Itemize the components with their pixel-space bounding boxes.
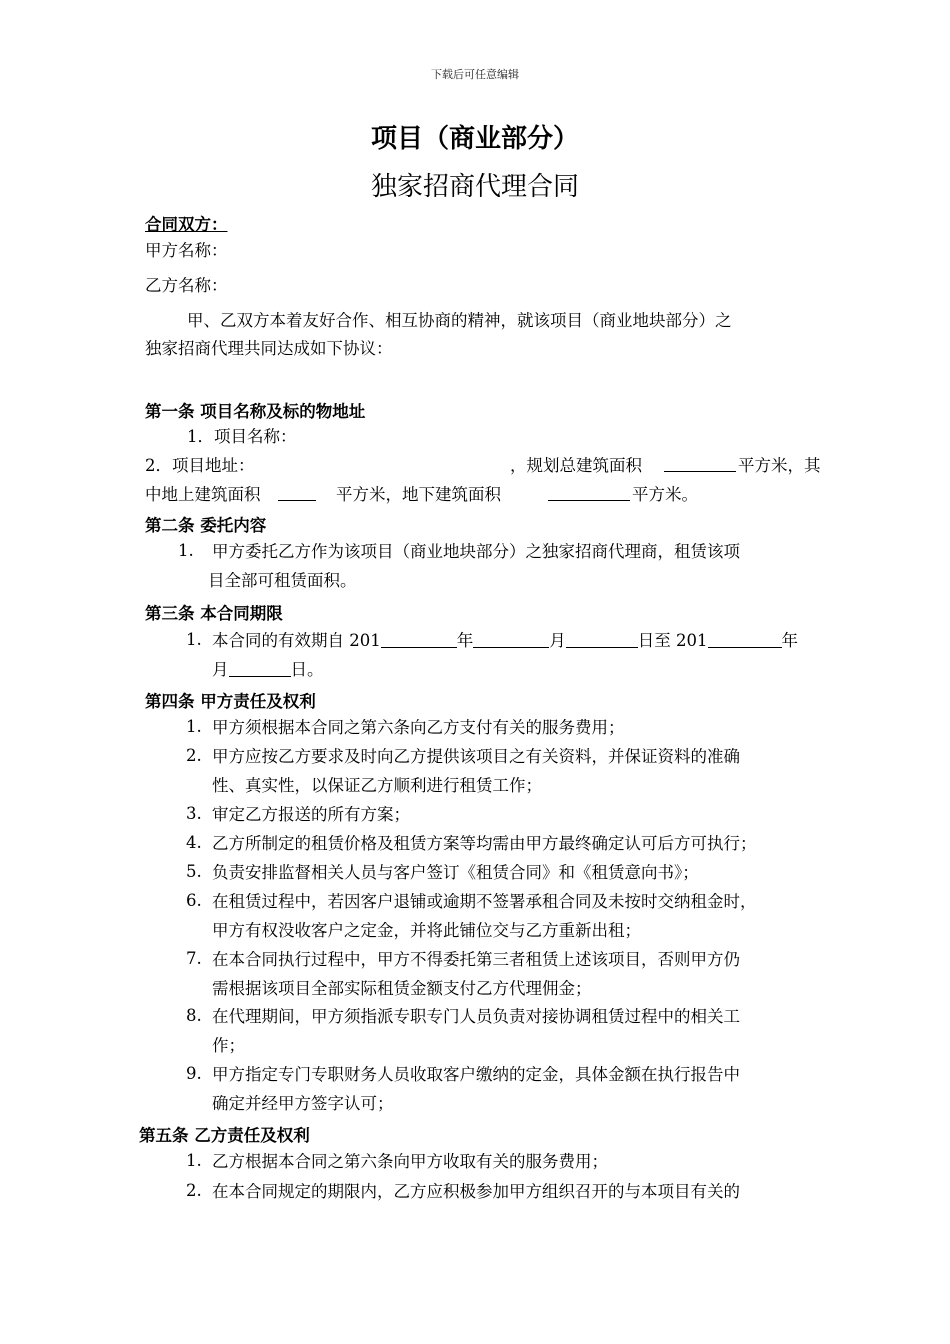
article4-item6-line1: 在租赁过程中，若因客户退铺或逾期不签署承租合同及未按时交纳租金时，	[212, 892, 757, 911]
article4-item8-number: 8.	[186, 1006, 202, 1025]
article2-heading: 第二条 委托内容	[145, 516, 267, 535]
article4-item1-number: 1.	[186, 717, 202, 736]
article4-item3-line1: 审定乙方报送的所有方案；	[212, 805, 410, 824]
article4-item7-line1: 在本合同执行过程中，甲方不得委托第三者租赁上述该项目，否则甲方仍	[212, 950, 740, 969]
article1-underground-label: 平方米，地下建筑面积	[336, 485, 501, 504]
term-end-year-label: 年	[781, 631, 798, 650]
article4-item9-line1: 甲方指定专门专职财务人员收取客户缴纳的定金，具体金额在执行报告中	[212, 1065, 740, 1084]
document-title-line1: 项目（商业部分）	[370, 124, 579, 154]
term-year-label: 年	[456, 631, 474, 650]
end-year-blank	[708, 631, 782, 648]
article4-item5-number: 5.	[186, 862, 202, 881]
article1-item2-unit: 平方米，其	[738, 456, 821, 475]
term-end-day-label: 日。	[290, 660, 324, 679]
article5-item2-line1: 在本合同规定的期限内，乙方应积极参加甲方组织召开的与本项目有关的	[212, 1182, 740, 1201]
article4-item2-line2: 性、真实性，以保证乙方顺利进行租赁工作；	[212, 776, 542, 795]
party-a-name: 甲方名称：	[145, 241, 228, 260]
article4-item2-line1: 甲方应按乙方要求及时向乙方提供该项目之有关资料，并保证资料的准确	[212, 747, 740, 766]
term-end-month-label: 月	[212, 660, 229, 679]
party-b-name: 乙方名称：	[145, 276, 228, 295]
term-end-prefix: 日至 201	[637, 631, 708, 650]
article4-heading: 第四条 甲方责任及权利	[145, 692, 316, 711]
article5-heading: 第五条 乙方责任及权利	[139, 1126, 310, 1145]
article3-term-text-line2	[212, 659, 324, 681]
article4-item7-line2: 需根据该项目全部实际租赁金额支付乙方代理佣金；	[212, 979, 592, 998]
article1-item2-label: 2．项目地址：	[145, 456, 255, 475]
article2-item1-line2: 目全部可租赁面积。	[208, 571, 357, 590]
article4-item1-line1: 甲方须根据本合同之第六条向乙方支付有关的服务费用；	[212, 718, 625, 737]
header-note: 下载后可任意编辑	[431, 68, 519, 81]
article4-item9-line2: 确定并经甲方签字认可；	[212, 1094, 394, 1113]
article4-item9-number: 9.	[186, 1064, 202, 1083]
article4-item5-line1: 负责安排监督相关人员与客户签订《租赁合同》和《租赁意向书》；	[212, 863, 699, 882]
article4-item4-number: 4.	[186, 833, 202, 852]
article1-underground-unit: 平方米。	[632, 485, 698, 504]
article4-item7-number: 7.	[186, 949, 202, 968]
start-month-blank	[473, 631, 549, 648]
article3-heading: 第三条 本合同期限	[145, 604, 283, 623]
total-area-blank	[664, 455, 736, 472]
article4-item3-number: 3.	[186, 804, 202, 823]
underground-area-blank	[548, 484, 630, 501]
intro-line-1: 甲、乙双方本着友好合作、相互协商的精神，就该项目（商业地块部分）之	[187, 311, 732, 330]
start-day-blank	[566, 631, 638, 648]
parties-heading: 合同双方：	[145, 215, 228, 234]
article4-item4-line1: 乙方所制定的租赁价格及租赁方案等均需由甲方最终确定认可后方可执行；	[212, 834, 757, 853]
article1-above-ground-label: 中地上建筑面积	[145, 485, 261, 504]
article1-item2-area-label: ，规划总建筑面积	[510, 456, 642, 475]
intro-line-2: 独家招商代理共同达成如下协议：	[145, 339, 393, 358]
document-title-line2: 独家招商代理合同	[370, 172, 579, 202]
article2-item1-line1: 甲方委托乙方作为该项目（商业地块部分）之独家招商代理商，租赁该项	[212, 542, 740, 561]
term-month-label: 月	[549, 631, 566, 650]
above-ground-area-blank	[278, 484, 316, 501]
article4-item6-number: 6.	[186, 891, 202, 910]
article3-term-text	[212, 630, 798, 652]
term-start-prefix: 本合同的有效期自 201	[212, 631, 381, 650]
article3-item1-number: 1.	[186, 630, 202, 649]
article4-item2-number: 2.	[186, 746, 202, 765]
article4-item8-line1: 在代理期间，甲方须指派专职专门人员负责对接协调租赁过程中的相关工	[212, 1007, 740, 1026]
article5-item1-number: 1.	[186, 1151, 202, 1170]
article5-item2-number: 2.	[186, 1181, 202, 1200]
start-year-blank	[381, 631, 457, 648]
article4-item8-line2: 作；	[212, 1036, 245, 1055]
article1-item1: 1．项目名称：	[187, 427, 297, 446]
article5-item1-line1: 乙方根据本合同之第六条向甲方收取有关的服务费用；	[212, 1152, 608, 1171]
article1-heading: 第一条 项目名称及标的物地址	[145, 402, 366, 421]
article4-item6-line2: 甲方有权没收客户之定金，并将此铺位交与乙方重新出租；	[212, 921, 641, 940]
article2-item1-number: 1.	[178, 541, 194, 560]
end-month-blank	[229, 660, 291, 677]
